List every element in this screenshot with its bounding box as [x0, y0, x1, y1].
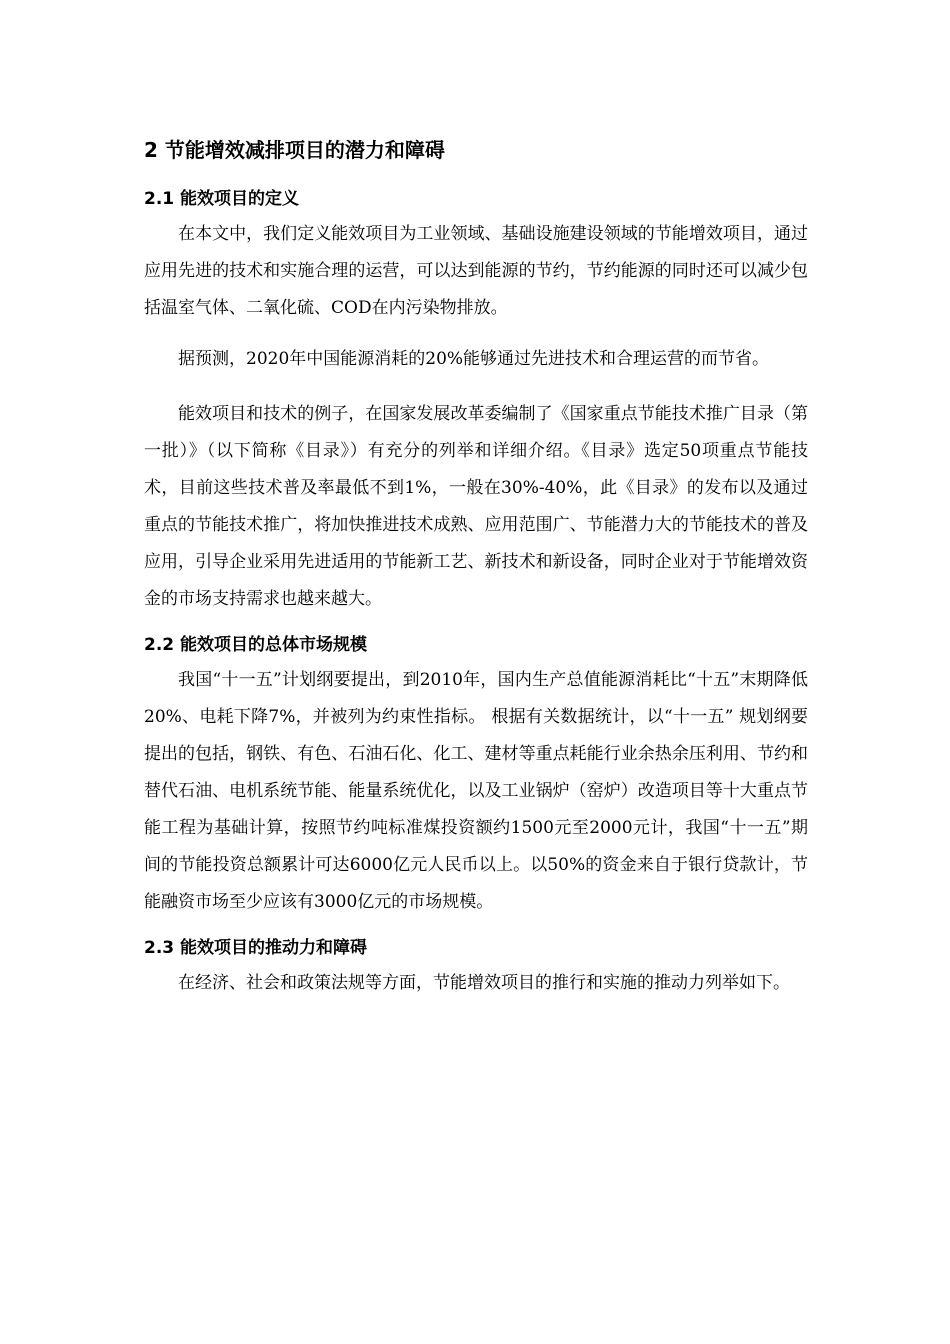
section-gap — [144, 618, 808, 630]
heading-2-2: 2.2 能效项目的总体市场规模 — [144, 635, 368, 655]
paragraph-gap — [144, 327, 808, 341]
document-page — [144, 130, 808, 1002]
paragraph-market-size: 我国“十一五”计划纲要提出，到2010年，国内生产总值能源消耗比“十五”末期降低20%、电耗下降7%，并被列为约束性指标。 根据有关数据统计，以“十一五” 规划纲要提出的包括，钢铁、有色、石油石化、化工、建材等重点耗能行业余热余压利用、节约和替代石油、电机系统节能、能量系统优化，以及工业锅炉（窑炉）改造项目等十大重点节能工程为基础计算，按照节约吨标准煤投资额约1500元至2000元计，我国“十一五”期间的节能投资总额累计可达6000亿元人民币以上。以50%的资金来自于银行贷款计，节能融资市场至少应该有3000亿元的市场规模。 — [144, 670, 808, 912]
heading-2-3: 2.3 能效项目的推动力和障碍 — [144, 938, 368, 958]
section-gap — [144, 921, 808, 933]
paragraph-examples: 能效项目和技术的例子，在国家发展改革委编制了《国家重点节能技术推广目录（第一批）》（以下简称《目录》）有充分的列举和详细介绍。《目录》选定50项重点节能技术，目前这些技术普及率最低不到1%，一般在30%-40%，此《目录》的发布以及通过重点的节能技术推广，将加快推进技术成熟、应用范围广、节能潜力大的节能技术的普及应用，引导企业采用先进适用的节能新工艺、新技术和新设备，同时企业对于节能增效资金的市场支持需求也越来越大。 — [144, 404, 808, 609]
paragraph-gap — [144, 378, 808, 396]
paragraph-forecast: 据预测，2020年中国能源消耗的20%能够通过先进技术和合理运营的而节省。 — [178, 349, 770, 369]
heading-2-1: 2.1 能效项目的定义 — [144, 189, 300, 209]
paragraph-drivers: 在经济、社会和政策法规等方面，节能增效项目的推行和实施的推动力列举如下。 — [178, 973, 790, 993]
section-title: 2 节能增效减排项目的潜力和障碍 — [144, 138, 445, 162]
paragraph-definition: 在本文中，我们定义能效项目为工业领域、基础设施建设领域的节能增效项目，通过应用先进的技术和实施合理的运营，可以达到能源的节约，节约能源的同时还可以减少包括温室气体、二氧化硫、COD在内污染物排放。 — [144, 224, 808, 318]
